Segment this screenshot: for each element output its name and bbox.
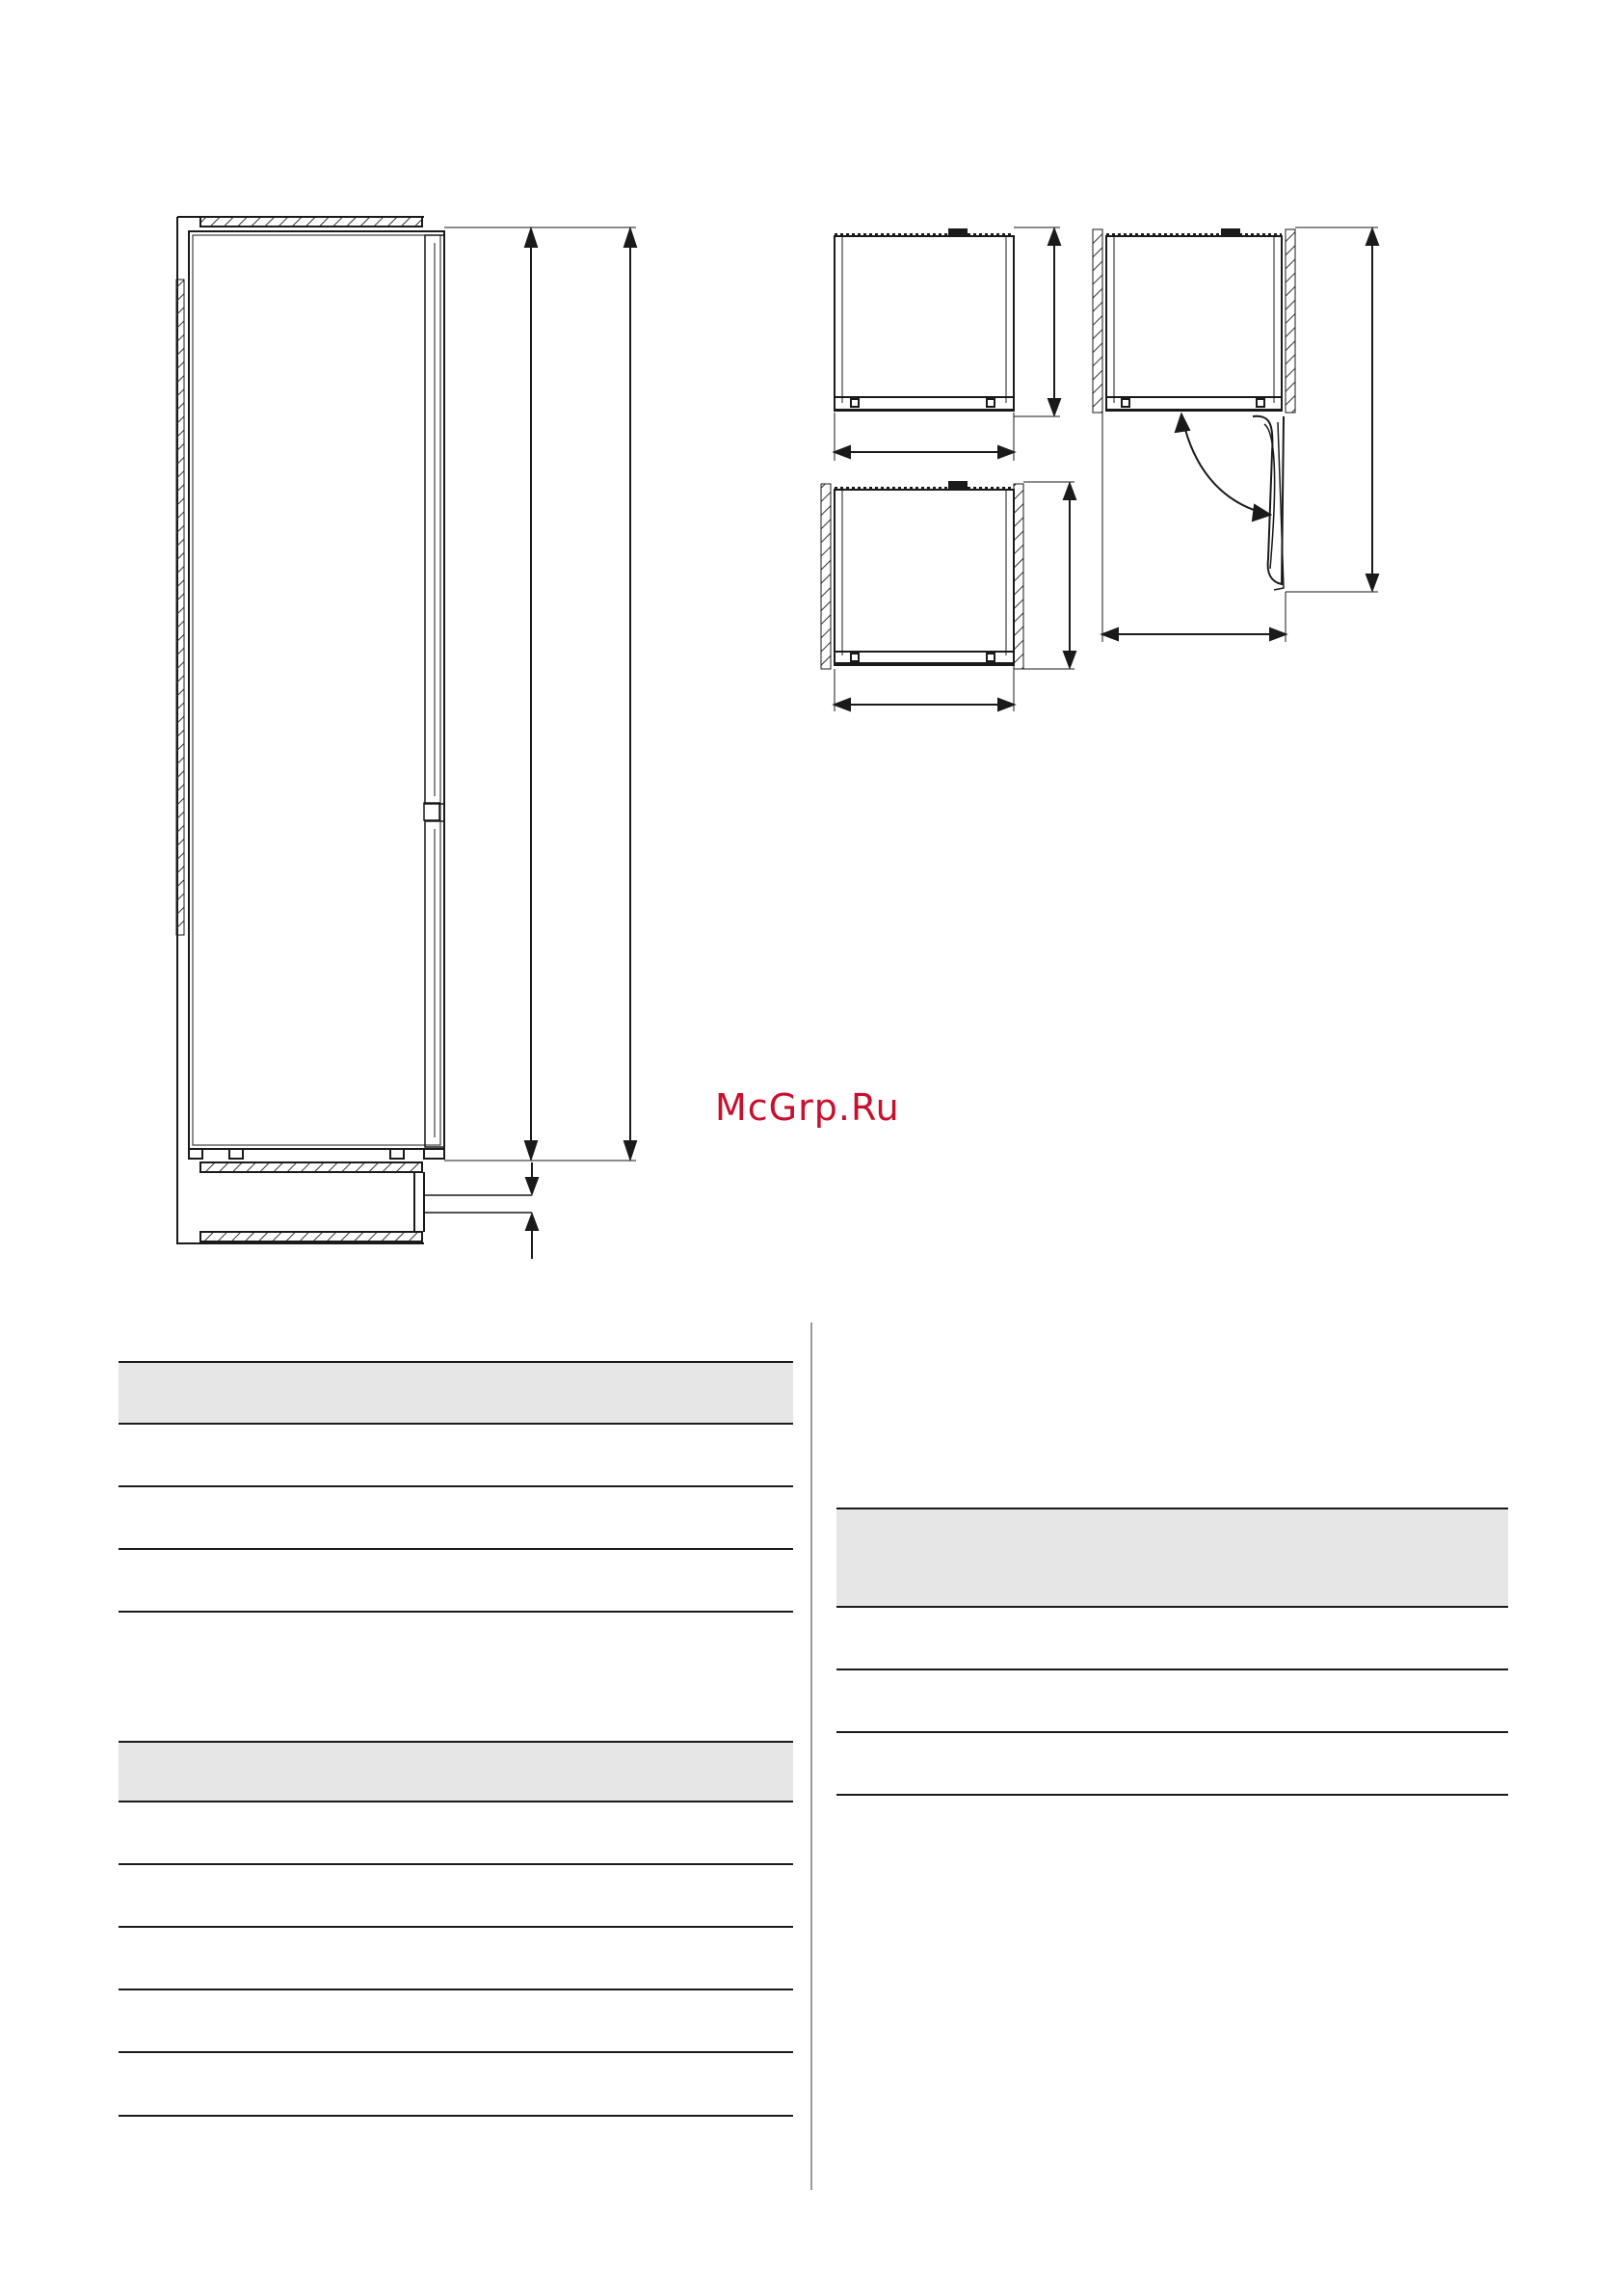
table-row	[119, 1990, 793, 2053]
dimensions-table	[119, 1361, 793, 1613]
plan-view-3-arrows	[1102, 229, 1378, 640]
side-view	[176, 217, 636, 1243]
clearance-table	[119, 1741, 793, 2117]
table-row	[836, 1608, 1508, 1670]
table-row	[119, 1928, 793, 1990]
plan-view-1-arrows	[835, 229, 1060, 458]
table-row	[119, 1865, 793, 1928]
table-header	[119, 1361, 793, 1425]
table-row	[836, 1670, 1508, 1733]
plan-view-1	[835, 227, 1060, 461]
table-row	[119, 1802, 793, 1865]
table-header	[119, 1741, 793, 1802]
plan-view-2	[821, 482, 1074, 711]
table-row	[119, 1550, 793, 1613]
plan-view-3	[1093, 227, 1378, 642]
plan-view-2-arrows	[835, 484, 1075, 710]
table-row	[119, 2053, 793, 2117]
watermark-text: McGrp.Ru	[715, 1086, 900, 1129]
table-header	[836, 1508, 1508, 1608]
column-divider	[810, 1322, 812, 2190]
height-dimension-arrows	[525, 229, 636, 1259]
right-table	[836, 1508, 1508, 1796]
table-row	[119, 1425, 793, 1487]
table-row	[836, 1733, 1508, 1796]
table-row	[119, 1487, 793, 1550]
